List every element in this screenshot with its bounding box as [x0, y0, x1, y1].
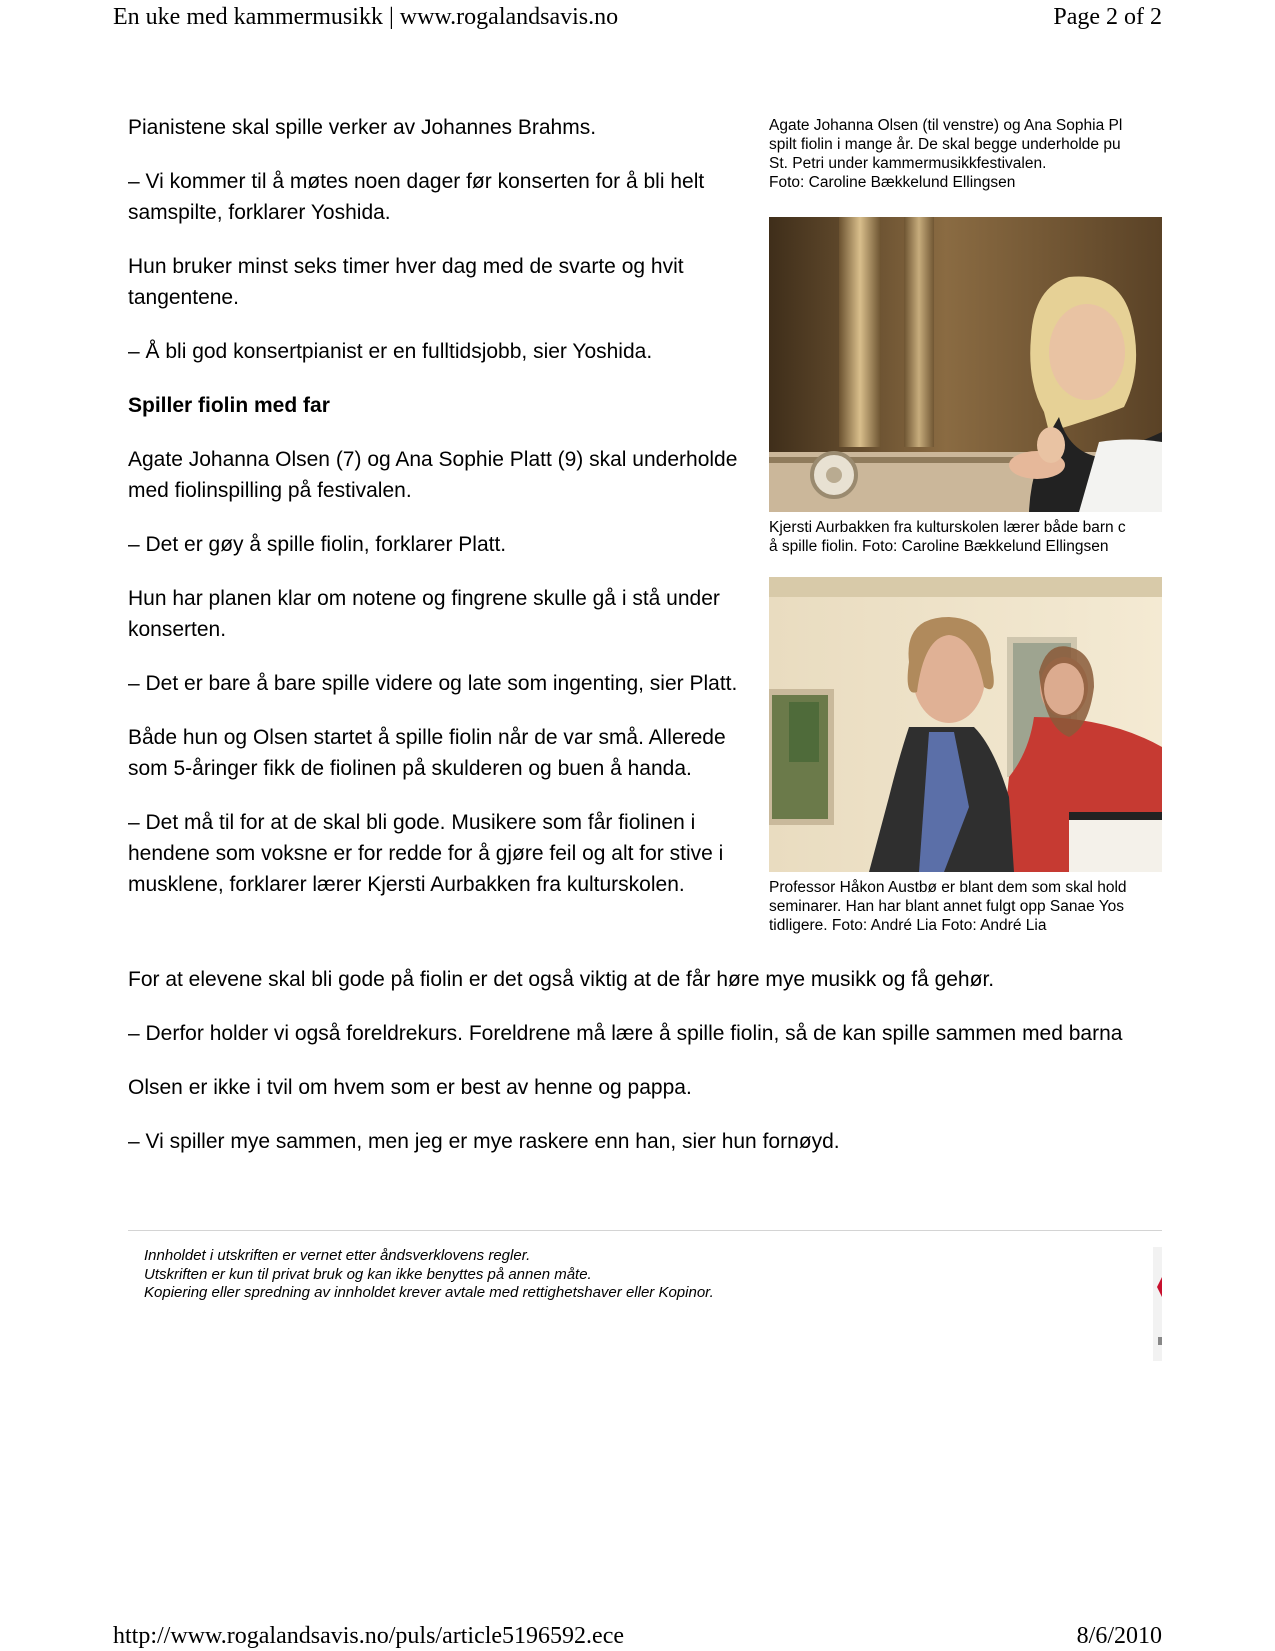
kopinor-logo [1153, 1247, 1162, 1361]
photo-image [769, 217, 1162, 512]
copyright-notice: Innholdet i utskriften er vernet etter åndsverklovens regler. Utskriften er kun til privat bruk og kan ikke benyttes på annen måte. Kopiering eller spredning av innholdet krever avtale med rettighetshaver eller Kopinor. [144, 1247, 714, 1301]
photo-image [769, 577, 1162, 872]
article-paragraph: – Derfor holder vi også foreldrekurs. Foreldrene må lære å spille fiolin, så de kan spille sammen med barna [128, 1022, 1123, 1045]
article-paragraph: – Det er bare å bare spille videre og late som ingenting, sier Platt. [128, 672, 738, 695]
page-url: http://www.rogalandsavis.no/puls/article5196592.ece [113, 1623, 624, 1649]
article-paragraph: – Vi kommer til å møtes noen dager før konserten for å bli helt samspilte, forklarer Yoshida. [128, 170, 705, 224]
article-paragraph: – Vi spiller mye sammen, men jeg er mye raskere enn han, sier hun fornøyd. [128, 1130, 840, 1153]
article-paragraph: – Det er gøy å spille fiolin, forklarer Platt. [128, 533, 507, 556]
print-header [113, 2, 1162, 32]
page-title: En uke med kammermusikk | www.rogalandsavis.no [113, 4, 619, 30]
photo-caption: Professor Håkon Austbø er blant dem som skal hold seminarer. Han har blant annet fulgt opp Sanae Yos tidligere. Foto: André Lia Foto: André Lia [769, 879, 1127, 934]
print-footer [113, 1621, 1162, 1651]
article-paragraph: Hun har planen klar om notene og fingrene skulle gå i stå under konserten. [128, 587, 720, 641]
page-number: Page 2 of 2 [1053, 4, 1162, 30]
article-body [128, 112, 758, 923]
article-paragraph: Agate Johanna Olsen (7) og Ana Sophie Platt (9) skal underholde med fiolinspilling på festivalen. [128, 448, 738, 502]
article-paragraph: Olsen er ikke i tvil om hvem som er best av henne og pappa. [128, 1076, 692, 1099]
article-body-wide [128, 964, 1162, 1180]
photo-caption: Agate Johanna Olsen (til venstre) og Ana Sophia Pl spilt fiolin i mange år. De skal begge underholde pu St. Petri under kammermusikkfestivalen. Foto: Caroline Bækkelund Ellingsen [769, 117, 1123, 191]
article-subhead: Spiller fiolin med far [128, 394, 330, 417]
photo-professor-piano[interactable] [769, 577, 1162, 872]
photo-sidebar [769, 116, 1162, 935]
article-paragraph: Hun bruker minst seks timer hver dag med de svarte og hvit tangentene. [128, 255, 684, 309]
article-paragraph: For at elevene skal bli gode på fiolin er det også viktig at de får høre mye musikk og få gehør. [128, 968, 995, 991]
article-paragraph: Pianistene skal spille verker av Johannes Brahms. [128, 116, 597, 139]
article-paragraph: – Det må til for at de skal bli gode. Musikere som får fiolinen i hendene som voksne er for redde for å gjøre feil og alt for stive i musklene, forklarer lærer Kjersti Aurbakken fra kulturskolen. [128, 811, 724, 896]
photo-violin-teacher[interactable] [769, 217, 1162, 512]
photo-caption: Kjersti Aurbakken fra kulturskolen lærer både barn c å spille fiolin. Foto: Caroline Bækkelund Ellingsen [769, 519, 1126, 555]
article-paragraph: – Å bli god konsertpianist er en fulltidsjobb, sier Yoshida. [128, 340, 653, 363]
logo-icon [1153, 1247, 1162, 1361]
article-paragraph: Både hun og Olsen startet å spille fiolin når de var små. Allerede som 5-åringer fikk de fiolinen på skulderen og buen å handa. [128, 726, 726, 780]
footer-divider [128, 1230, 1162, 1231]
print-date: 8/6/2010 [1076, 1623, 1162, 1649]
